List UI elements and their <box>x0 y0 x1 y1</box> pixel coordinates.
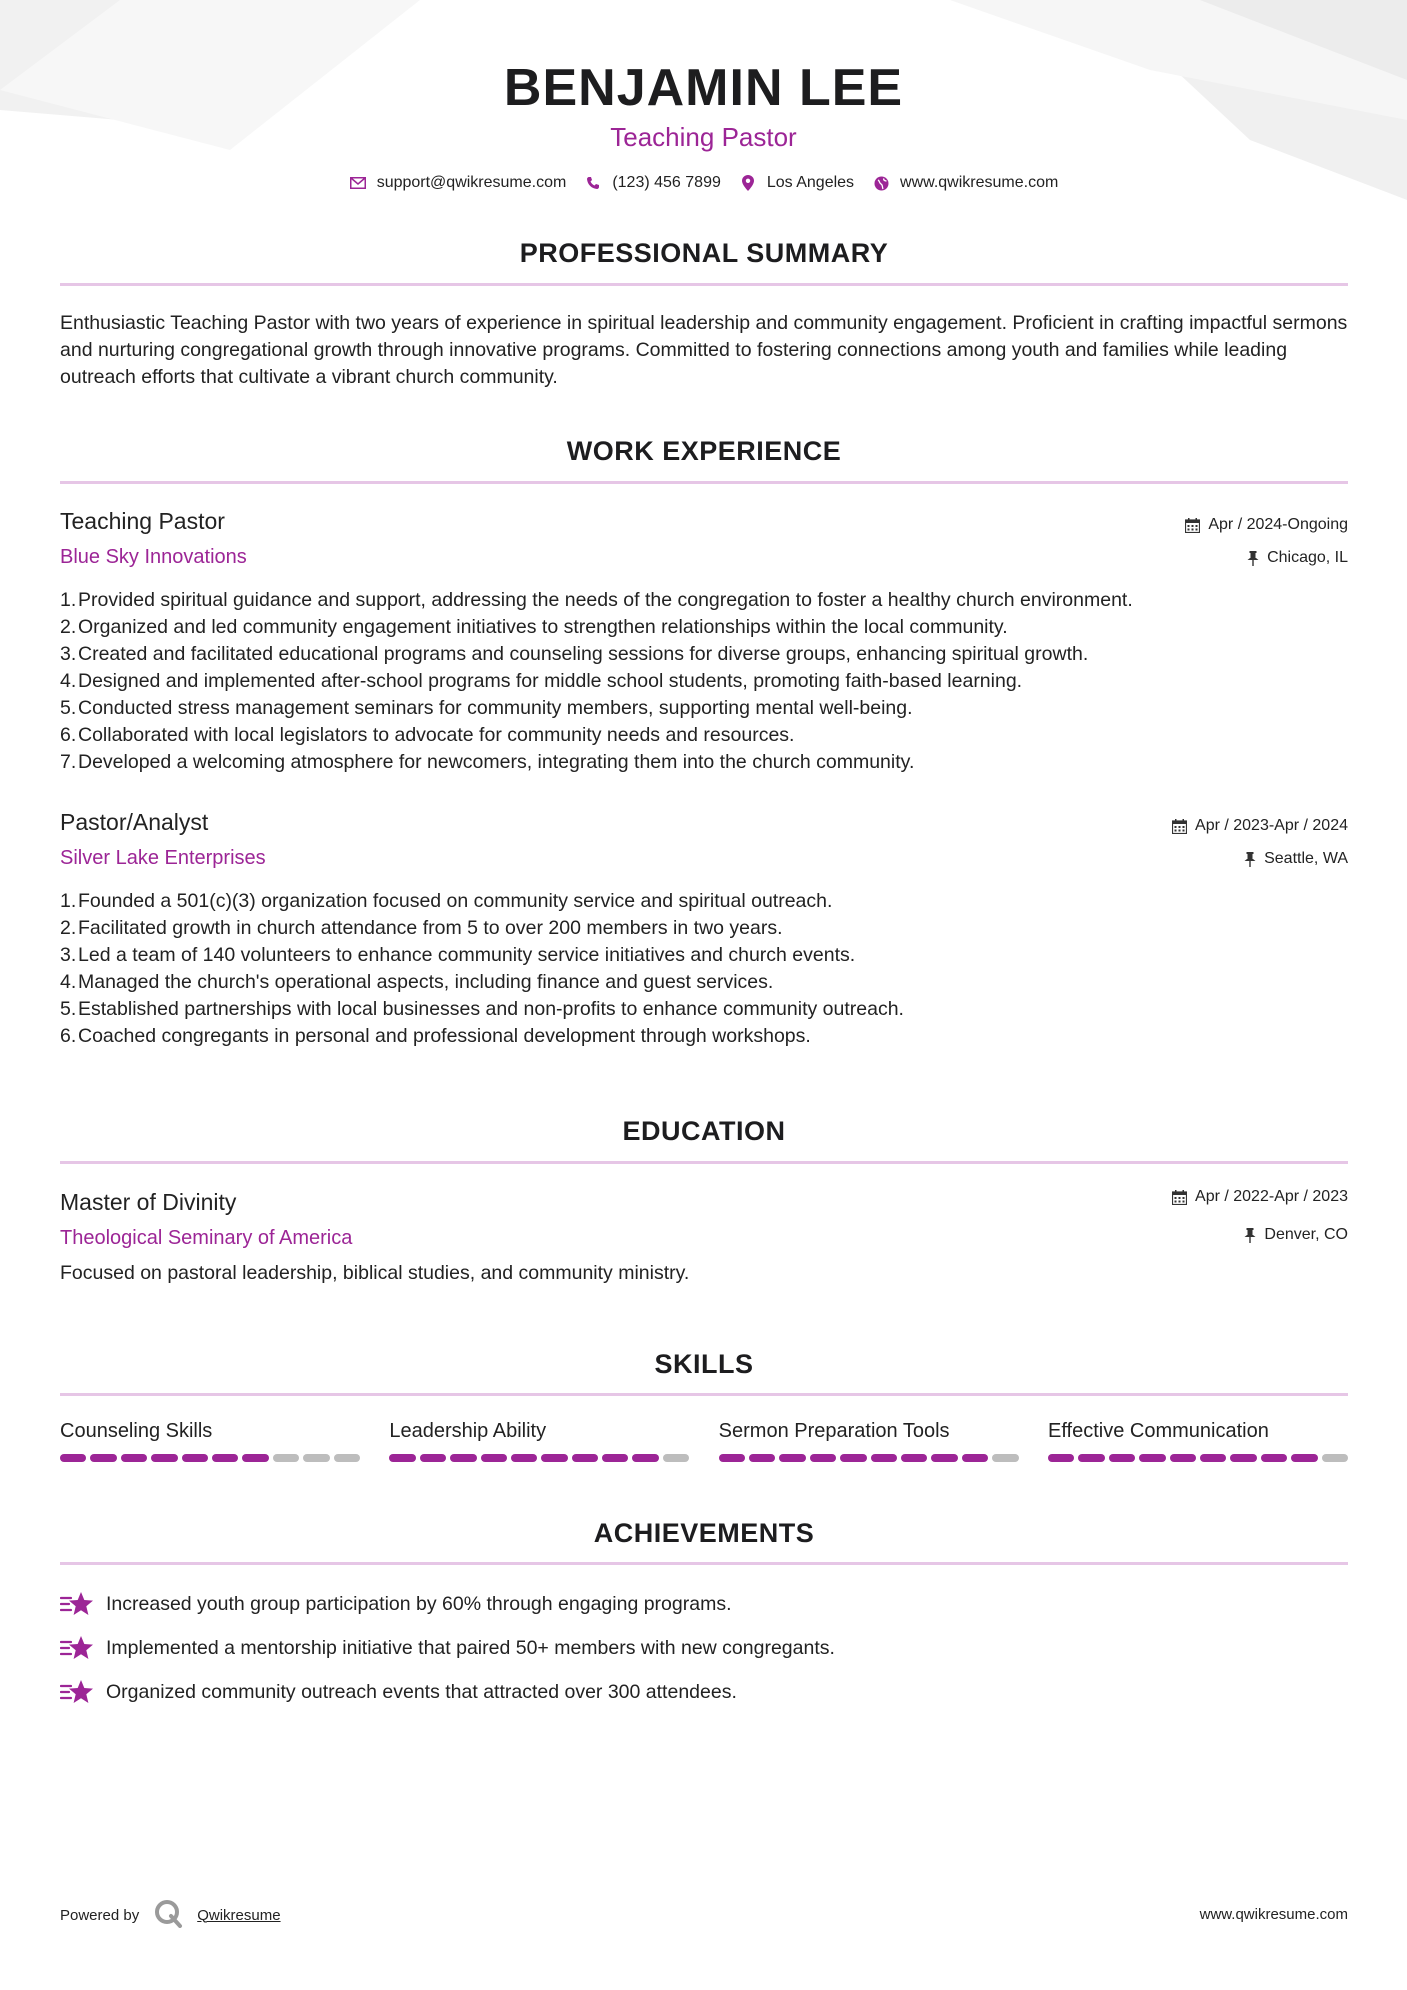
footer-website[interactable]: www.qwikresume.com <box>1199 1906 1348 1923</box>
education-location <box>1244 1226 1348 1244</box>
shooting-star-icon <box>60 1678 94 1706</box>
skill-item <box>719 1420 1019 1462</box>
skills-grid <box>60 1420 1348 1462</box>
achievement-text: Organized community outreach events that attracted over 300 attendees. <box>106 1680 737 1703</box>
summary-heading: PROFESSIONAL SUMMARY <box>519 238 889 268</box>
skill-level-segment-filled <box>962 1454 988 1462</box>
achievements-heading: ACHIEVEMENTS <box>593 1518 815 1548</box>
qwikresume-link[interactable]: Qwikresume <box>197 1906 281 1924</box>
list-item: 2. Organized and led community engagement initiatives to strengthen relationships within the local community. <box>60 616 1008 638</box>
skill-level-segment-empty <box>1322 1454 1348 1462</box>
calendar-icon <box>1185 518 1200 533</box>
skill-name: Sermon Preparation Tools <box>718 1420 950 1442</box>
contact-phone[interactable] <box>584 174 721 192</box>
job-company: Blue Sky Innovations <box>60 546 247 568</box>
job-dates <box>1185 516 1348 534</box>
list-item: 6. Coached congregants in personal and professional development through workshops. <box>60 1025 811 1047</box>
skill-name: Effective Communication <box>1047 1420 1269 1442</box>
job-location <box>1247 549 1348 567</box>
skill-level-segment-filled <box>931 1454 957 1462</box>
skill-level-segment-filled <box>389 1454 415 1462</box>
contact-email[interactable] <box>349 174 567 192</box>
achievement-item <box>60 1590 732 1618</box>
section-divider <box>60 1393 1348 1396</box>
skill-level-segment-filled <box>1261 1454 1287 1462</box>
skill-name: Leadership Ability <box>389 1420 547 1442</box>
skill-level-segment-filled <box>1230 1454 1256 1462</box>
list-item: 6. Collaborated with local legislators to advocate for community needs and resources. <box>60 724 795 746</box>
skill-level-segment-filled <box>602 1454 628 1462</box>
map-pin-icon <box>739 174 757 192</box>
skill-item <box>60 1420 360 1462</box>
list-item: 4. Managed the church's operational aspects, including finance and guest services. <box>60 971 774 993</box>
list-item: 1. Provided spiritual guidance and support, addressing the needs of the congregation to foster a healthy church environment. <box>60 589 1133 611</box>
contact-location-text: Los Angeles <box>766 174 855 191</box>
experience-heading: WORK EXPERIENCE <box>566 436 842 466</box>
skill-level-segment-filled <box>1109 1454 1135 1462</box>
skill-level-segment-empty <box>273 1454 299 1462</box>
calendar-icon <box>1172 819 1187 834</box>
skill-level-segment-filled <box>1139 1454 1165 1462</box>
skill-level-segment-empty <box>303 1454 329 1462</box>
phone-icon <box>584 174 602 192</box>
job-location-text: Chicago, IL <box>1267 549 1348 566</box>
list-item: 3. Created and facilitated educational programs and counseling sessions for diverse groups, enhancing spiritual growth. <box>60 643 1089 665</box>
skill-level-segment-empty <box>992 1454 1018 1462</box>
skill-level-segment-filled <box>810 1454 836 1462</box>
job-dates <box>1172 817 1348 835</box>
job-title: Pastor/Analyst <box>60 809 209 835</box>
skill-item <box>389 1420 689 1462</box>
education-description: Focused on pastoral leadership, biblical studies, and community ministry. <box>60 1262 690 1284</box>
job-company: Silver Lake Enterprises <box>60 847 266 869</box>
skill-level-segment-filled <box>1078 1454 1104 1462</box>
pushpin-icon <box>1244 852 1256 867</box>
list-item: 1. Founded a 501(c)(3) organization focused on community service and spiritual outreach. <box>60 890 833 912</box>
contact-bar <box>0 174 1407 192</box>
job-title: Teaching Pastor <box>60 508 225 534</box>
skills-heading: SKILLS <box>654 1349 754 1379</box>
skill-item <box>1048 1420 1348 1462</box>
candidate-name: BENJAMIN LEE <box>503 59 904 117</box>
skill-level-segment-filled <box>121 1454 147 1462</box>
skill-level-segment-filled <box>1170 1454 1196 1462</box>
contact-phone-text: (123) 456 7899 <box>612 174 721 191</box>
job-dates-text: Apr / 2024-Ongoing <box>1208 516 1348 533</box>
skill-level-segment-filled <box>1200 1454 1226 1462</box>
skill-level-segment-filled <box>749 1454 775 1462</box>
contact-location <box>739 174 854 192</box>
list-item: 3. Led a team of 140 volunteers to enhance community service initiatives and church events. <box>60 944 856 966</box>
list-item: 5. Conducted stress management seminars for community members, supporting mental well-being. <box>60 697 913 719</box>
job-responsibilities <box>60 888 1348 1050</box>
job-location-text: Seattle, WA <box>1264 850 1348 867</box>
skill-level-segment-filled <box>151 1454 177 1462</box>
skill-level-segment-filled <box>60 1454 86 1462</box>
skill-level-bar <box>719 1454 1019 1462</box>
skill-level-segment-filled <box>420 1454 446 1462</box>
skill-level-segment-filled <box>541 1454 567 1462</box>
skill-level-segment-filled <box>840 1454 866 1462</box>
shooting-star-icon <box>60 1590 94 1618</box>
list-item: 2. Facilitated growth in church attendance from 5 to over 200 members in two years. <box>60 917 783 939</box>
job-dates-text: Apr / 2023-Apr / 2024 <box>1195 817 1348 834</box>
skill-level-segment-filled <box>871 1454 897 1462</box>
skill-level-segment-filled <box>719 1454 745 1462</box>
summary-text: Enthusiastic Teaching Pastor with two years of experience in spiritual leadership and community engagement. Proficient in crafting impactful sermons and nurturing congregational growth through innovative programs. Committed to fostering connections among youth and families while leading outreach efforts that cultivate a vibrant church community. <box>60 312 1348 388</box>
pushpin-icon <box>1244 1228 1256 1243</box>
achievement-text: Increased youth group participation by 60% through engaging programs. <box>106 1592 732 1615</box>
skill-level-segment-filled <box>901 1454 927 1462</box>
skill-level-segment-filled <box>1291 1454 1317 1462</box>
education-dates <box>1172 1188 1348 1206</box>
pushpin-icon <box>1247 551 1259 566</box>
skill-level-bar <box>1048 1454 1348 1462</box>
list-item: 7. Developed a welcoming atmosphere for newcomers, integrating them into the church community. <box>60 751 915 773</box>
achievement-item <box>60 1678 737 1706</box>
skill-level-segment-filled <box>450 1454 476 1462</box>
skill-level-segment-filled <box>572 1454 598 1462</box>
education-degree: Master of Divinity <box>60 1189 237 1215</box>
section-divider <box>60 1562 1348 1565</box>
education-dates-text: Apr / 2022-Apr / 2023 <box>1195 1188 1348 1205</box>
skill-level-segment-filled <box>242 1454 268 1462</box>
skill-level-segment-filled <box>632 1454 658 1462</box>
contact-email-text: support@qwikresume.com <box>376 174 567 191</box>
list-item: 5. Established partnerships with local businesses and non-profits to enhance community outreach. <box>60 998 904 1020</box>
section-divider <box>60 481 1348 484</box>
skill-level-segment-empty <box>334 1454 360 1462</box>
footer-powered-by <box>60 1898 281 1932</box>
candidate-role: Teaching Pastor <box>610 122 797 152</box>
powered-by-label: Powered by <box>60 1906 140 1924</box>
job-location <box>1244 850 1348 868</box>
contact-website[interactable] <box>872 174 1058 192</box>
skill-level-segment-filled <box>212 1454 238 1462</box>
section-divider <box>60 1161 1348 1164</box>
education-location-text: Denver, CO <box>1264 1226 1348 1243</box>
globe-icon <box>872 174 890 192</box>
shooting-star-icon <box>60 1634 94 1662</box>
skill-level-segment-filled <box>182 1454 208 1462</box>
job-responsibilities <box>60 587 1348 776</box>
contact-website-text: www.qwikresume.com <box>900 174 1059 191</box>
skill-level-segment-filled <box>481 1454 507 1462</box>
list-item: 4. Designed and implemented after-school programs for middle school students, promoting faith-based learning. <box>60 670 1023 692</box>
skill-level-segment-filled <box>779 1454 805 1462</box>
skill-level-segment-filled <box>90 1454 116 1462</box>
skill-level-bar <box>389 1454 689 1462</box>
skill-level-segment-empty <box>663 1454 689 1462</box>
section-divider <box>60 283 1348 286</box>
achievement-text: Implemented a mentorship initiative that paired 50+ members with new congregants. <box>106 1636 835 1659</box>
calendar-icon <box>1172 1190 1187 1205</box>
education-heading: EDUCATION <box>622 1116 786 1146</box>
skill-name: Counseling Skills <box>60 1420 213 1442</box>
qwikresume-logo-icon <box>153 1898 183 1932</box>
skill-level-bar <box>60 1454 360 1462</box>
education-school: Theological Seminary of America <box>60 1227 353 1249</box>
envelope-icon <box>349 174 367 192</box>
skill-level-segment-filled <box>511 1454 537 1462</box>
achievement-item <box>60 1634 835 1662</box>
skill-level-segment-filled <box>1048 1454 1074 1462</box>
